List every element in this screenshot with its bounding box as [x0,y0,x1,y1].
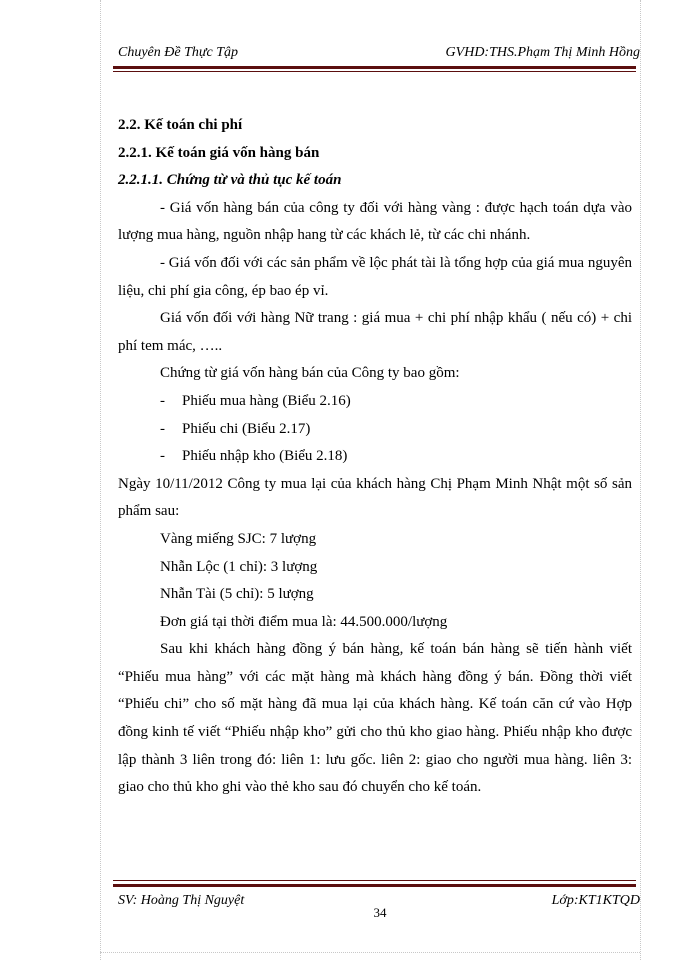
footer-rule-thick [113,884,636,887]
list-item-text: Phiếu nhập kho (Biểu 2.18) [182,448,348,465]
page-number: 34 [373,905,387,920]
header-left-text: Chuyên Đề Thực Tập [118,45,239,60]
footer-right-text: Lớp:KT1KTQD [551,893,640,908]
list-item-text: Phiếu chi (Biểu 2.17) [182,420,311,437]
page-header [118,45,640,61]
footer-left-text: SV: Hoàng Thị Nguyệt [118,893,245,908]
paragraph-purchase-date [118,471,632,526]
document-body [118,112,632,802]
paragraph-cost-products: - Giá vốn đối với các sản phẩm về lộc phát tài là tổng hợp của giá mua nguyên liệu, chi phí gia công, ép bao ép vỉ. [118,254,632,299]
page-border-left [100,0,101,960]
paragraph-purchase-date-text: Ngày 10/11/2012 Công ty mua lại của khách hàng Chị Phạm Minh Nhật một số sản phẩm sau: [118,475,632,520]
paragraph-documents-intro: Chứng từ giá vốn hàng bán của Công ty bao gồm: [160,365,460,382]
paragraph-cost-gold: - Giá vốn hàng bán của công ty đối với hàng vàng : được hạch toán dựa vào lượng mua hàng, nguồn nhập hang từ các khách lẻ, từ các chi nhánh. [118,199,632,244]
list-item: - Phiếu chi (Biểu 2.17) [160,420,311,437]
list-item-text: Phiếu mua hàng (Biểu 2.16) [182,392,351,409]
paragraph-cost-jewelry: Giá vốn đối với hàng Nữ trang : giá mua + chi phí nhập khẩu ( nếu có) + chi phí tem mác, ….. [118,310,632,354]
header-rule-thin [113,71,636,72]
heading-level-1: 2.2. Kế toán chi phí [118,117,243,133]
heading-level-3: 2.2.1.1. Chứng từ và thủ tục kế toán [118,172,342,189]
purchase-item: Vàng miếng SJC: 7 lượng [160,530,317,547]
purchase-item: Nhẫn Tài (5 chỉ): 5 lượng [160,586,314,603]
heading-level-2: 2.2.1. Kế toán giá vốn hàng bán [118,144,320,161]
header-right-text: GVHD:THS.Phạm Thị Minh Hồng [445,45,640,60]
list-item: - Phiếu mua hàng (Biểu 2.16) [160,392,351,409]
page-border-bottom [100,952,640,953]
header-rule-thick [113,66,636,69]
purchase-unit-price: Đơn giá tại thời điểm mua là: 44.500.000/lượng [160,613,448,630]
list-item: - Phiếu nhập kho (Biểu 2.18) [160,448,348,465]
purchase-item: Nhẫn Lộc (1 chỉ): 3 lượng [160,558,318,575]
footer-rule-thin [113,880,636,881]
paragraph-procedure: Sau khi khách hàng đồng ý bán hàng, kế toán bán hàng sẽ tiến hành viết “Phiếu mua hàng” với các mặt hàng mà khách hàng đồng ý bán. Đồng thời viết “Phiếu chi” cho số mặt hàng đã mua lại của khách hàng. Kế toán căn cứ vào Hợp đồng kinh tế viết “Phiếu nhập kho” gửi cho thủ kho giao hàng. Phiếu nhập kho được lập thành 3 liên trong đó: liên 1: lưu gốc. liên 2: giao cho người mua hàng. liên 3: giao cho thủ kho ghi vào thẻ kho sau đó chuyển cho kế toán. [118,641,632,796]
page-border-right [640,0,641,960]
